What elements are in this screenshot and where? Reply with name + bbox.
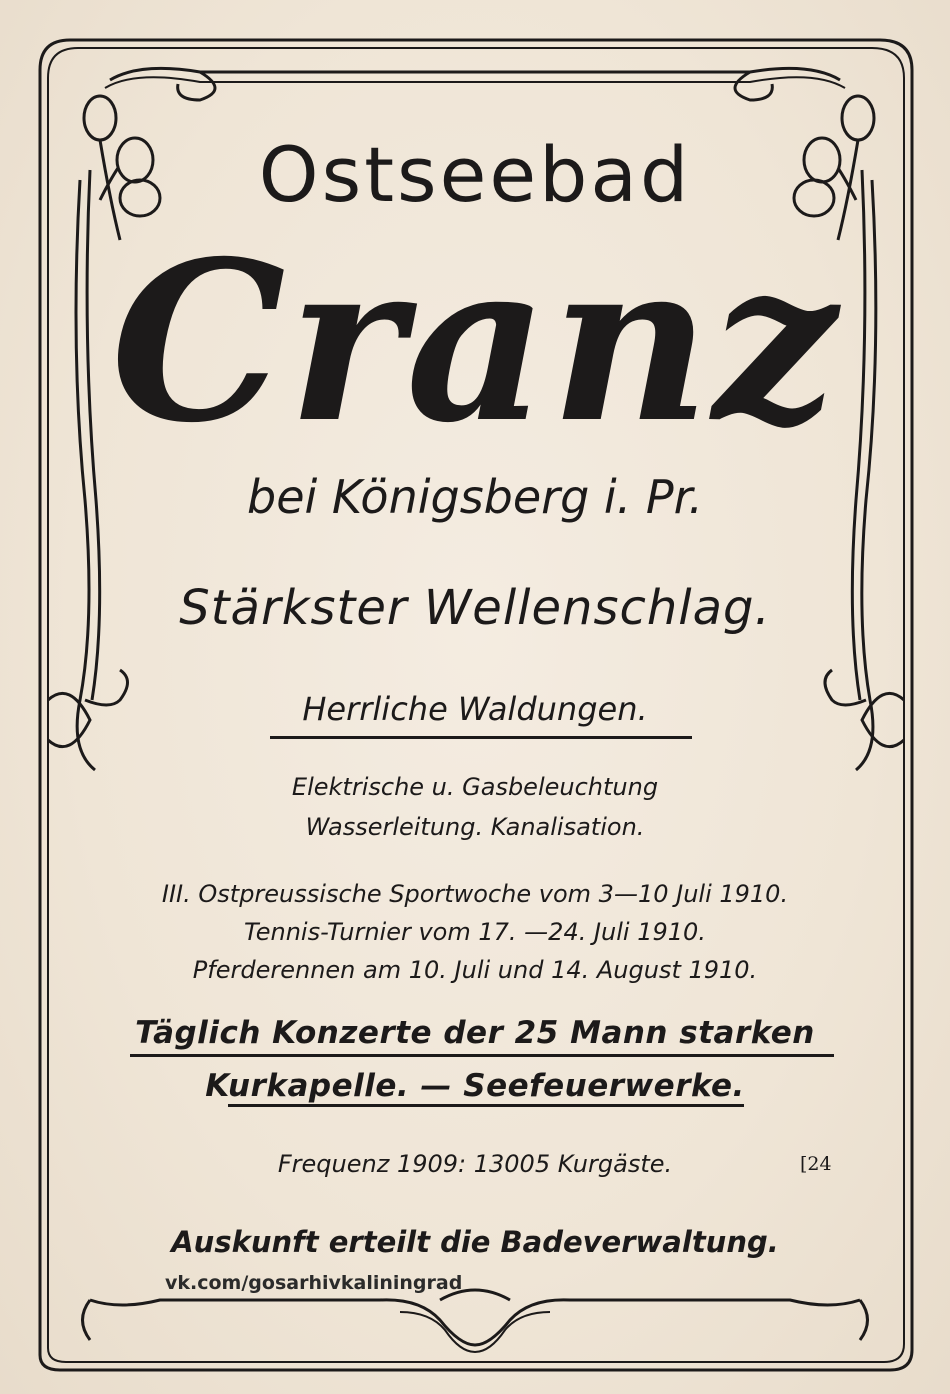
heading-ostseebad: Ostseebad bbox=[258, 130, 692, 219]
amenity-line: Elektrische u. Gasbeleuchtung bbox=[291, 773, 659, 801]
feature-text: Herrliche Waldungen. bbox=[302, 690, 648, 728]
slogan-text: Stärkster Wellenschlag. bbox=[179, 580, 771, 636]
feature-underline bbox=[270, 736, 692, 739]
amenity-line: Wasserleitung. Kanalisation. bbox=[305, 813, 645, 841]
concert-line: Kurkapelle. — Seefeuerwerke. bbox=[205, 1068, 745, 1104]
location-text: bei Königsberg i. Pr. bbox=[247, 470, 703, 524]
concert-underline bbox=[228, 1104, 744, 1107]
event-line: Tennis-Turnier vom 17. —24. Juli 1910. bbox=[244, 918, 706, 946]
information-text: Auskunft erteilt die Badeverwaltung. bbox=[171, 1225, 779, 1259]
event-line: Pferderennen am 10. Juli und 14. August 1910. bbox=[192, 956, 758, 984]
watermark-text: vk.com/gosarhivkaliningrad bbox=[165, 1272, 463, 1294]
reference-number: [24 bbox=[800, 1153, 832, 1175]
frequency-text: Frequenz 1909: 13005 Kurgäste. bbox=[277, 1150, 673, 1178]
event-line: III. Ostpreussische Sportwoche vom 3—10 Juli 1910. bbox=[161, 880, 789, 908]
concert-underline bbox=[130, 1054, 834, 1057]
concert-line: Täglich Konzerte der 25 Mann starken bbox=[135, 1015, 815, 1051]
town-name: Cranz bbox=[110, 212, 840, 471]
